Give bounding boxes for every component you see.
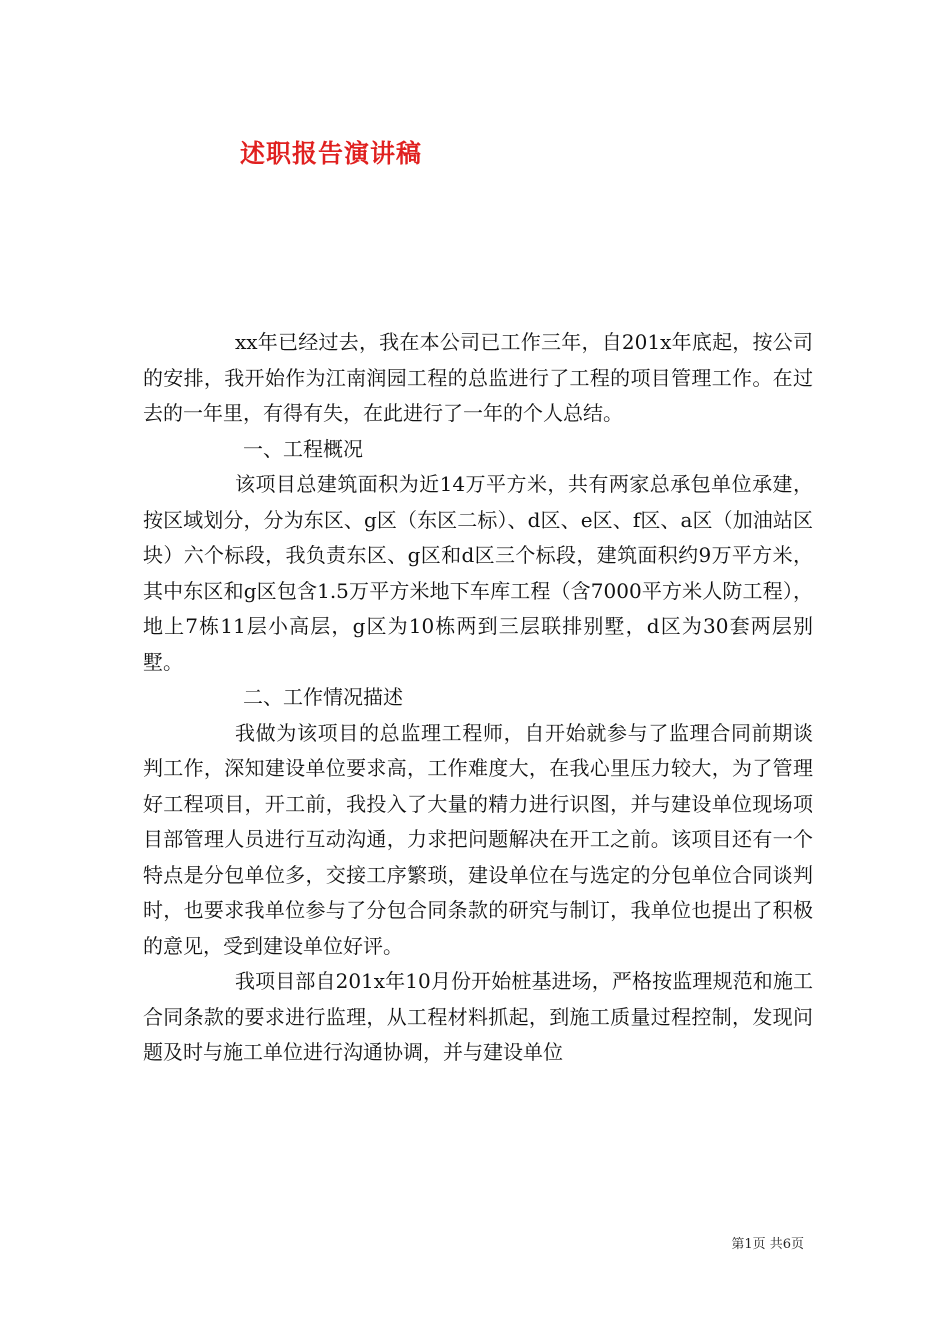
section-heading-work: 二、工作情况描述 <box>243 685 403 709</box>
document-title: 述职报告演讲稿 <box>240 139 423 168</box>
overview-paragraph: 该项目总建筑面积为近14万平方米，共有两家总承包单位承建，按区域划分，分为东区、g区（东区二标）、d区、e区、f区、a区（加油站区块）六个标段，我负责东区、g区和d区三个标段，建筑面积约9万平方米，其中东区和g区包含1.5万平方米地下车库工程（含7000平方米人防工程），地上7栋11层小高层，g区为10栋两到三层联排别墅，d区为30套两层别墅。 <box>143 472 813 674</box>
work-paragraph-1: 我做为该项目的总监理工程师，自开始就参与了监理合同前期谈判工作，深知建设单位要求高，工作难度大，在我心里压力较大，为了管理好工程项目，开工前，我投入了大量的精力进行识图，并与建设单位现场项目部管理人员进行互动沟通，力求把问题解决在开工之前。该项目还有一个特点是分包单位多，交接工序繁琐，建设单位在与选定的分包单位合同谈判时，也要求我单位参与了分包合同条款的研究与制订，我单位也提出了积极的意见，受到建设单位好评。 <box>143 720 813 958</box>
work-paragraph-2: 我项目部自201x年10月份开始桩基进场，严格按监理规范和施工合同条款的要求进行监理，从工程材料抓起，到施工质量过程控制，发现问题及时与施工单位进行沟通协调，并与建设单位 <box>143 969 813 1064</box>
section-heading-overview: 一、工程概况 <box>243 436 363 461</box>
page-number: 第1页 共6页 <box>731 1237 804 1252</box>
intro-paragraph: xx年已经过去，我在本公司已工作三年，自201x年底起，按公司的安排，我开始作为江南润园工程的总监进行了工程的项目管理工作。在过去的一年里，有得有失，在此进行了一年的个人总结。 <box>143 330 813 425</box>
document-body <box>143 325 813 1071</box>
